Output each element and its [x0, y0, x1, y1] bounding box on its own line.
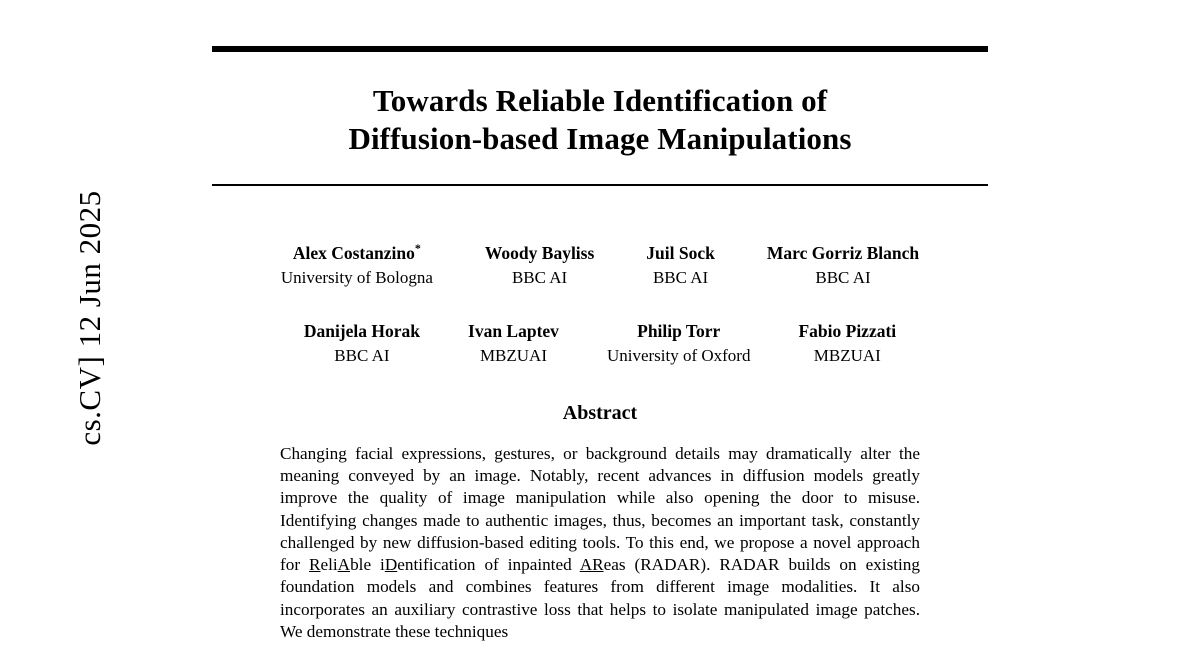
author-name — [468, 316, 559, 342]
author-affiliation: MBZUAI — [479, 345, 547, 365]
abstract-acronym-letter: D — [384, 555, 398, 575]
arxiv-stamp — [0, 0, 107, 648]
title-rule-top — [212, 46, 988, 52]
author-affiliation-marker: * — [414, 241, 421, 255]
abstract-acronym-letter: A — [337, 555, 351, 575]
author-affiliation: BBC AI — [334, 345, 390, 365]
abstract-text-part: Changing facial expressions, gestures, or background details may dramatically alter the meaning conveyed by an image. Notably, recent advances in diffusion models greatly improve the quality of image manipulation while also opening the door to misuse. Identifying changes made to authentic images, thus, becomes an important task, constantly challenged by new diffusion-based editing tools. To this end, we propose a novel approach for — [280, 443, 920, 575]
author-row-2 — [212, 316, 988, 366]
paper-column — [212, 0, 988, 648]
abstract-text-part: eas (RADAR). RADAR builds on existing foundation models and combines features from different image modalities. It also incorporates an auxiliary contrastive loss that helps to isolate manipulated image patches. We demonstrate these techniques — [280, 555, 920, 642]
author-entry — [607, 316, 751, 366]
author-name-text: Ivan Laptev — [468, 320, 559, 341]
author-affiliation: University of Oxford — [606, 345, 751, 365]
abstract-text-part: eli — [320, 555, 338, 575]
author-name — [798, 316, 896, 342]
author-name-text: Juil Sock — [646, 242, 715, 263]
abstract-acronym-letter: R — [309, 555, 321, 575]
author-entry — [798, 316, 896, 366]
author-name — [607, 316, 751, 342]
author-name-text: Alex Costanzino — [292, 242, 415, 263]
arxiv-stamp-text: cs.CV] 12 Jun 2025 — [72, 190, 107, 446]
author-entry — [767, 238, 919, 288]
author-affiliation: BBC AI — [511, 267, 568, 287]
author-affiliation: University of Bologna — [280, 267, 433, 287]
page-title-line-1: Towards Reliable Identification of — [372, 83, 828, 118]
abstract-acronym-letter: AR — [579, 555, 604, 575]
author-affiliation: MBZUAI — [813, 345, 881, 365]
author-name — [485, 238, 594, 264]
author-entry — [646, 238, 715, 288]
abstract-text-part: ble i — [350, 555, 385, 575]
page-title — [212, 82, 988, 158]
author-name-text: Woody Bayliss — [484, 242, 595, 263]
author-name — [646, 238, 715, 264]
author-entry — [485, 238, 594, 288]
page-title-line-2: Diffusion-based Image Manipulations — [348, 121, 852, 156]
author-name — [304, 316, 420, 342]
author-name-text: Fabio Pizzati — [798, 320, 897, 341]
abstract-heading: Abstract — [562, 401, 638, 424]
author-name-text: Philip Torr — [637, 320, 721, 341]
author-name-text: Marc Gorriz Blanch — [766, 242, 920, 263]
abstract-body — [280, 443, 920, 644]
author-entry — [304, 316, 420, 366]
abstract-text-part: entification of inpainted — [397, 555, 580, 575]
author-affiliation: BBC AI — [652, 267, 709, 287]
author-row-1 — [212, 238, 988, 288]
author-entry — [281, 238, 433, 288]
author-entry — [468, 316, 559, 366]
author-block — [212, 238, 988, 366]
author-affiliation: BBC AI — [815, 267, 871, 287]
author-name — [767, 238, 919, 264]
title-rule-bottom — [212, 184, 988, 186]
author-name-text: Danijela Horak — [303, 320, 421, 341]
author-name — [281, 238, 433, 264]
